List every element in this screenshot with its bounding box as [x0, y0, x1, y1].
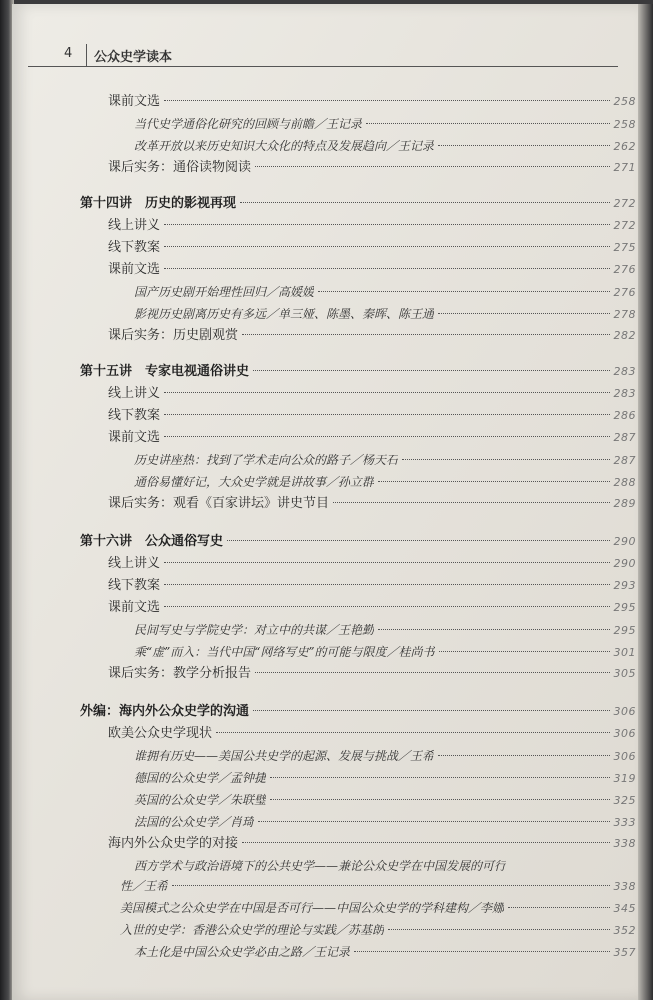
toc-entry-wrapped-first-line: 西方学术与政治语境下的公共史学——兼论公众史学在中国发展的可行	[134, 859, 507, 873]
toc-entry: 线下教案 275	[108, 238, 636, 258]
book-title: 公众史学读本	[94, 50, 173, 65]
toc-entry: 乘“虚”而入：当代中国“网络写史”的可能与限度／桂尚书 301	[134, 642, 636, 662]
toc-entry: 课前文选 276	[108, 260, 636, 280]
toc-page-number: 338	[613, 880, 636, 893]
header-rule	[28, 66, 618, 67]
toc-page-number: 301	[613, 646, 636, 659]
page-number: 4	[64, 46, 73, 61]
toc-page-number: 288	[613, 476, 636, 489]
toc-entry: 课前文选 295	[108, 598, 636, 618]
toc-entry: 课前文选 287	[108, 428, 636, 448]
toc-page-number: 283	[613, 387, 636, 400]
toc-entry: 线下教案 293	[108, 576, 636, 596]
toc-page-number: 306	[613, 750, 636, 763]
toc-entry: 历史讲座热：找到了学术走向公众的路子／杨天石 287	[134, 450, 636, 470]
toc-entry: 课后实务：教学分析报告 305	[108, 664, 636, 684]
toc-page-number: 287	[613, 454, 636, 467]
toc-entry: 美国模式之公众史学在中国是否可行——中国公众史学的学科建构／李娜 345	[120, 898, 636, 918]
toc-page-number: 272	[613, 197, 636, 210]
toc-entry: 谁拥有历史——美国公共史学的起源、发展与挑战／王希 306	[134, 746, 636, 766]
toc-page-number: 290	[613, 557, 636, 570]
toc-page-number: 276	[613, 286, 636, 299]
toc-page-number: 275	[613, 241, 636, 254]
toc-page-number: 295	[613, 601, 636, 614]
header-divider	[86, 44, 87, 66]
toc-page-number: 258	[613, 95, 636, 108]
toc-entry: 线下教案 286	[108, 406, 636, 426]
toc-page-number: 352	[613, 924, 636, 937]
toc-entry: 德国的公众史学／孟钟捷 319	[134, 768, 636, 788]
toc-entry: 课后实务：观看《百家讲坛》讲史节目 289	[108, 494, 636, 514]
toc-page-number: 272	[613, 219, 636, 232]
toc-entry: 国产历史剧开始理性回归／高媛媛 276	[134, 282, 636, 302]
toc-page-number: 306	[613, 727, 636, 740]
toc-entry: 入世的史学：香港公众史学的理论与实践／苏基朗 352	[120, 920, 636, 940]
toc-entry: 线上讲义 283	[108, 384, 636, 404]
toc-page-number: 258	[613, 118, 636, 131]
toc-page-number: 305	[613, 667, 636, 680]
toc-entry: 影视历史剧离历史有多远／单三娅、陈墨、秦晖、陈王通 278	[134, 304, 636, 324]
toc-entry: 改革开放以来历史知识大众化的特点及发展趋向／王记录 262	[134, 136, 636, 156]
page-header	[28, 44, 618, 66]
toc-page-number: 287	[613, 431, 636, 444]
toc-entry: 民间写史与学院史学：对立中的共谋／王艳勤 295	[134, 620, 636, 640]
toc-page-number: 276	[613, 263, 636, 276]
toc-page-number: 283	[613, 365, 636, 378]
page-edge-shadow	[636, 4, 653, 1000]
toc-page-number: 325	[613, 794, 636, 807]
toc-entry: 欧美公众史学现状 306	[108, 724, 636, 744]
toc-page-number: 345	[613, 902, 636, 915]
toc-entry: 英国的公众史学／朱联璧 325	[134, 790, 636, 810]
toc-entry-wrapped-second-line: 性／王希 338	[120, 876, 636, 896]
toc-page-number: 278	[613, 308, 636, 321]
toc-entry: 通俗易懂好记，大众史学就是讲故事／孙立群 288	[134, 472, 636, 492]
toc-entry: 线上讲义 272	[108, 216, 636, 236]
toc-page-number: 357	[613, 946, 636, 959]
toc-entry: 海内外公众史学的对接 338	[108, 834, 636, 854]
toc-entry: 当代史学通俗化研究的回顾与前瞻／王记录 258	[134, 114, 636, 134]
toc-chapter: 外编：海内外公众史学的沟通 306	[80, 702, 636, 722]
toc-page-number: 290	[613, 535, 636, 548]
toc-page-number: 286	[613, 409, 636, 422]
toc-entry: 课后实务：历史剧观赏 282	[108, 326, 636, 346]
toc-entry: 本土化是中国公众史学必由之路／王记录 357	[134, 942, 636, 962]
toc-entry: 课后实务：通俗读物阅读 271	[108, 158, 636, 178]
toc-page-number: 295	[613, 624, 636, 637]
toc-page-number: 271	[613, 161, 636, 174]
toc-chapter: 第十四讲 历史的影视再现 272	[80, 194, 636, 214]
toc-page-number: 262	[613, 140, 636, 153]
toc-page-number: 338	[613, 837, 636, 850]
toc-page-number: 319	[613, 772, 636, 785]
toc-chapter: 第十五讲 专家电视通俗讲史 283	[80, 362, 636, 382]
toc-page-number: 293	[613, 579, 636, 592]
toc-entry: 法国的公众史学／肖琦 333	[134, 812, 636, 832]
toc-chapter: 第十六讲 公众通俗写史 290	[80, 532, 636, 552]
toc-page-number: 289	[613, 497, 636, 510]
toc-entry: 课前文选 258	[108, 92, 636, 112]
toc-page-number: 306	[613, 705, 636, 718]
toc-page-number: 282	[613, 329, 636, 342]
toc-page-number: 333	[613, 816, 636, 829]
toc-entry: 线上讲义 290	[108, 554, 636, 574]
